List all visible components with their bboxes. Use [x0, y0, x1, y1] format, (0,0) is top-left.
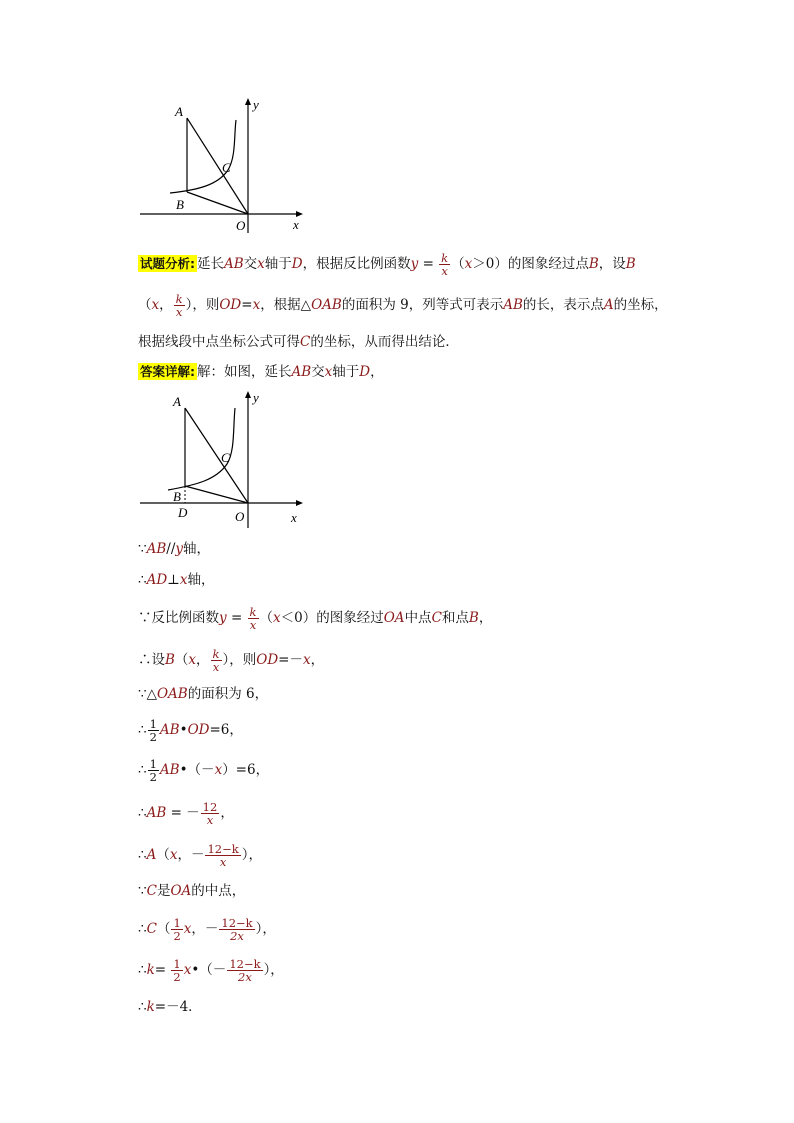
text: =－ [278, 652, 303, 668]
step-2 [138, 569, 215, 591]
var: y [219, 610, 227, 626]
y-axis-arrow [245, 391, 251, 398]
figure-1-graph [138, 95, 308, 235]
text: 轴于 [332, 364, 360, 380]
text: = [154, 962, 171, 978]
var: x [214, 762, 223, 778]
step-6 [138, 718, 243, 743]
step-12 [138, 958, 284, 983]
text: ， [310, 652, 325, 668]
var: x [183, 921, 192, 937]
text: ，根据△ [260, 297, 312, 313]
text: 是 [156, 883, 171, 899]
text: ⊥ [167, 572, 180, 588]
var: B [165, 652, 175, 668]
var: C [146, 921, 157, 937]
text: ），则 [185, 297, 220, 313]
step-7 [138, 758, 269, 783]
answer-intro [138, 361, 384, 383]
text: 根据线段中点坐标公式可得 [138, 334, 300, 350]
text: （ [156, 921, 171, 937]
fraction: $\frac{12-k}{x}$ [207, 842, 239, 869]
label-B: B [173, 489, 181, 504]
text: （ [451, 256, 465, 272]
text: =6， [209, 722, 243, 738]
var: AB [159, 762, 180, 778]
text: = [230, 610, 243, 626]
text: ∴ [138, 999, 147, 1015]
fraction: $\frac{12-k}{2x}$ [229, 957, 261, 984]
text: ，根据反比例函数 [302, 256, 411, 272]
label-x: x [291, 510, 297, 525]
var: x [179, 572, 188, 588]
var: OA [170, 883, 192, 899]
fraction: $\frac{k}{x}$ [249, 605, 257, 632]
var: AB [503, 297, 523, 313]
text: 的长，表示点 [522, 297, 604, 313]
text: 和点 [441, 610, 469, 626]
text: 轴， [183, 541, 211, 557]
fraction: $\frac{1}{2}$ [173, 916, 181, 943]
answer-tag: 答案详解: [140, 364, 195, 379]
text: ∴ [138, 722, 147, 738]
text: ，－ [177, 847, 205, 863]
fraction: $\frac{1}{2}$ [149, 757, 157, 784]
text: ， [220, 805, 234, 821]
analysis-line-2 [138, 293, 668, 318]
text: = [241, 297, 253, 313]
figure-2-graph [138, 388, 308, 530]
text: =－4． [154, 999, 202, 1015]
text: 的面积为 9，列等式可表示 [341, 297, 504, 313]
text: （ [174, 652, 189, 668]
fraction: $\frac{12-k}{2x}$ [221, 916, 253, 943]
var: B [588, 256, 599, 272]
step-1 [138, 538, 210, 560]
text: ）， [255, 921, 276, 937]
fraction: $\frac{1}{2}$ [173, 957, 181, 984]
var: x [151, 297, 160, 313]
text: ∵ [138, 541, 147, 557]
text: ∴ [138, 762, 147, 778]
segment-BO [187, 192, 248, 214]
var: x [324, 364, 333, 380]
step-5 [138, 683, 268, 705]
analysis-tag: 试题分析: [140, 256, 195, 271]
var: OD [256, 652, 279, 668]
var: C [431, 610, 442, 626]
var: B [625, 256, 636, 272]
text: = － [170, 805, 200, 821]
text: 轴于 [264, 256, 292, 272]
text: ， [159, 297, 173, 313]
text: ， [370, 364, 384, 380]
var: x [273, 610, 281, 626]
text: 的面积为 6， [187, 686, 269, 702]
text: 交 [311, 364, 325, 380]
fraction: $\frac{12}{x}$ [202, 800, 218, 827]
text: ∴设 [138, 652, 165, 668]
text: （ [259, 610, 274, 626]
text: 解：如图，延长 [197, 364, 292, 380]
step-9 [138, 843, 262, 868]
text: •（－ [179, 762, 215, 778]
var: D [291, 256, 303, 272]
text: 交 [243, 256, 258, 272]
var: A [146, 847, 157, 863]
fraction: $\frac{k}{x}$ [175, 292, 183, 319]
text: • [179, 722, 188, 738]
label-B: B [176, 197, 184, 212]
text: ∴ [138, 962, 147, 978]
label-x: x [293, 217, 299, 232]
text: 的坐标， [613, 297, 668, 313]
text: ， [196, 652, 210, 668]
fraction: $\frac{k}{x}$ [441, 251, 449, 278]
var: AB [146, 805, 167, 821]
step-8 [138, 801, 234, 826]
text: ∵反比例函数 [138, 610, 219, 626]
var: x [464, 256, 473, 272]
label-O: O [235, 509, 245, 524]
var: AB [224, 256, 244, 272]
label-C: C [222, 160, 231, 175]
var: k [146, 999, 155, 1015]
label-C: C [221, 450, 230, 465]
text: （ [156, 847, 170, 863]
text: ＞0）的图象经过点 [472, 256, 589, 272]
label-A: A [173, 394, 181, 409]
var: x [252, 297, 261, 313]
text: ∴ [138, 921, 147, 937]
label-D: D [178, 505, 188, 520]
var: OAB [156, 686, 188, 702]
analysis-line-1 [138, 252, 636, 277]
text: 延长 [197, 256, 224, 272]
var: B [468, 610, 479, 626]
var: AD [146, 572, 168, 588]
text: = [422, 256, 434, 272]
text: ）， [241, 847, 262, 863]
var: C [300, 334, 311, 350]
var: y [175, 541, 184, 557]
text: ∴ [138, 572, 147, 588]
var: x [257, 256, 265, 272]
label-y: y [253, 97, 259, 112]
text: ∵△ [138, 686, 157, 702]
text: 轴， [187, 572, 215, 588]
x-axis-arrow [296, 500, 303, 506]
var: D [359, 364, 371, 380]
fraction: $\frac{1}{2}$ [149, 717, 157, 744]
var: AB [146, 541, 167, 557]
analysis-line-3 [138, 331, 459, 353]
var: OD [219, 297, 242, 313]
var: x [302, 652, 311, 668]
text: ）=6， [222, 762, 270, 778]
var: x [169, 847, 178, 863]
text: ∵ [138, 883, 147, 899]
text: ，－ [191, 921, 219, 937]
hyperbola-curve [168, 408, 235, 490]
text: •（－ [191, 962, 227, 978]
segment-AO [187, 118, 248, 214]
step-3 [138, 606, 492, 631]
text: ∴ [138, 805, 147, 821]
text: ，设 [598, 256, 626, 272]
var: OAB [311, 297, 342, 313]
text: ）， [263, 962, 284, 978]
text: （ [138, 297, 152, 313]
var: C [146, 883, 157, 899]
step-13 [138, 996, 202, 1018]
text: // [166, 541, 176, 557]
label-O: O [236, 218, 246, 233]
var: k [146, 962, 155, 978]
text: ∴ [138, 847, 147, 863]
var: x [188, 652, 197, 668]
label-A: A [175, 104, 183, 119]
text: 的中点， [191, 883, 246, 899]
var: x [183, 962, 192, 978]
step-10 [138, 880, 245, 902]
var: OD [187, 722, 210, 738]
var: AB [291, 364, 312, 380]
hyperbola-curve [170, 120, 236, 193]
text: ， [478, 610, 493, 626]
fraction: $\frac{k}{x}$ [212, 647, 220, 674]
text: ＜0）的图象经过 [280, 610, 384, 626]
var: A [603, 297, 614, 313]
var: OA [383, 610, 405, 626]
text: ），则 [222, 652, 257, 668]
label-y: y [253, 390, 259, 405]
text: 中点 [404, 610, 432, 626]
step-4 [138, 648, 324, 673]
var: y [410, 256, 419, 272]
text: 的坐标，从而得出结论． [310, 334, 459, 350]
step-11 [138, 917, 276, 942]
y-axis-arrow [245, 98, 251, 105]
var: AB [159, 722, 180, 738]
